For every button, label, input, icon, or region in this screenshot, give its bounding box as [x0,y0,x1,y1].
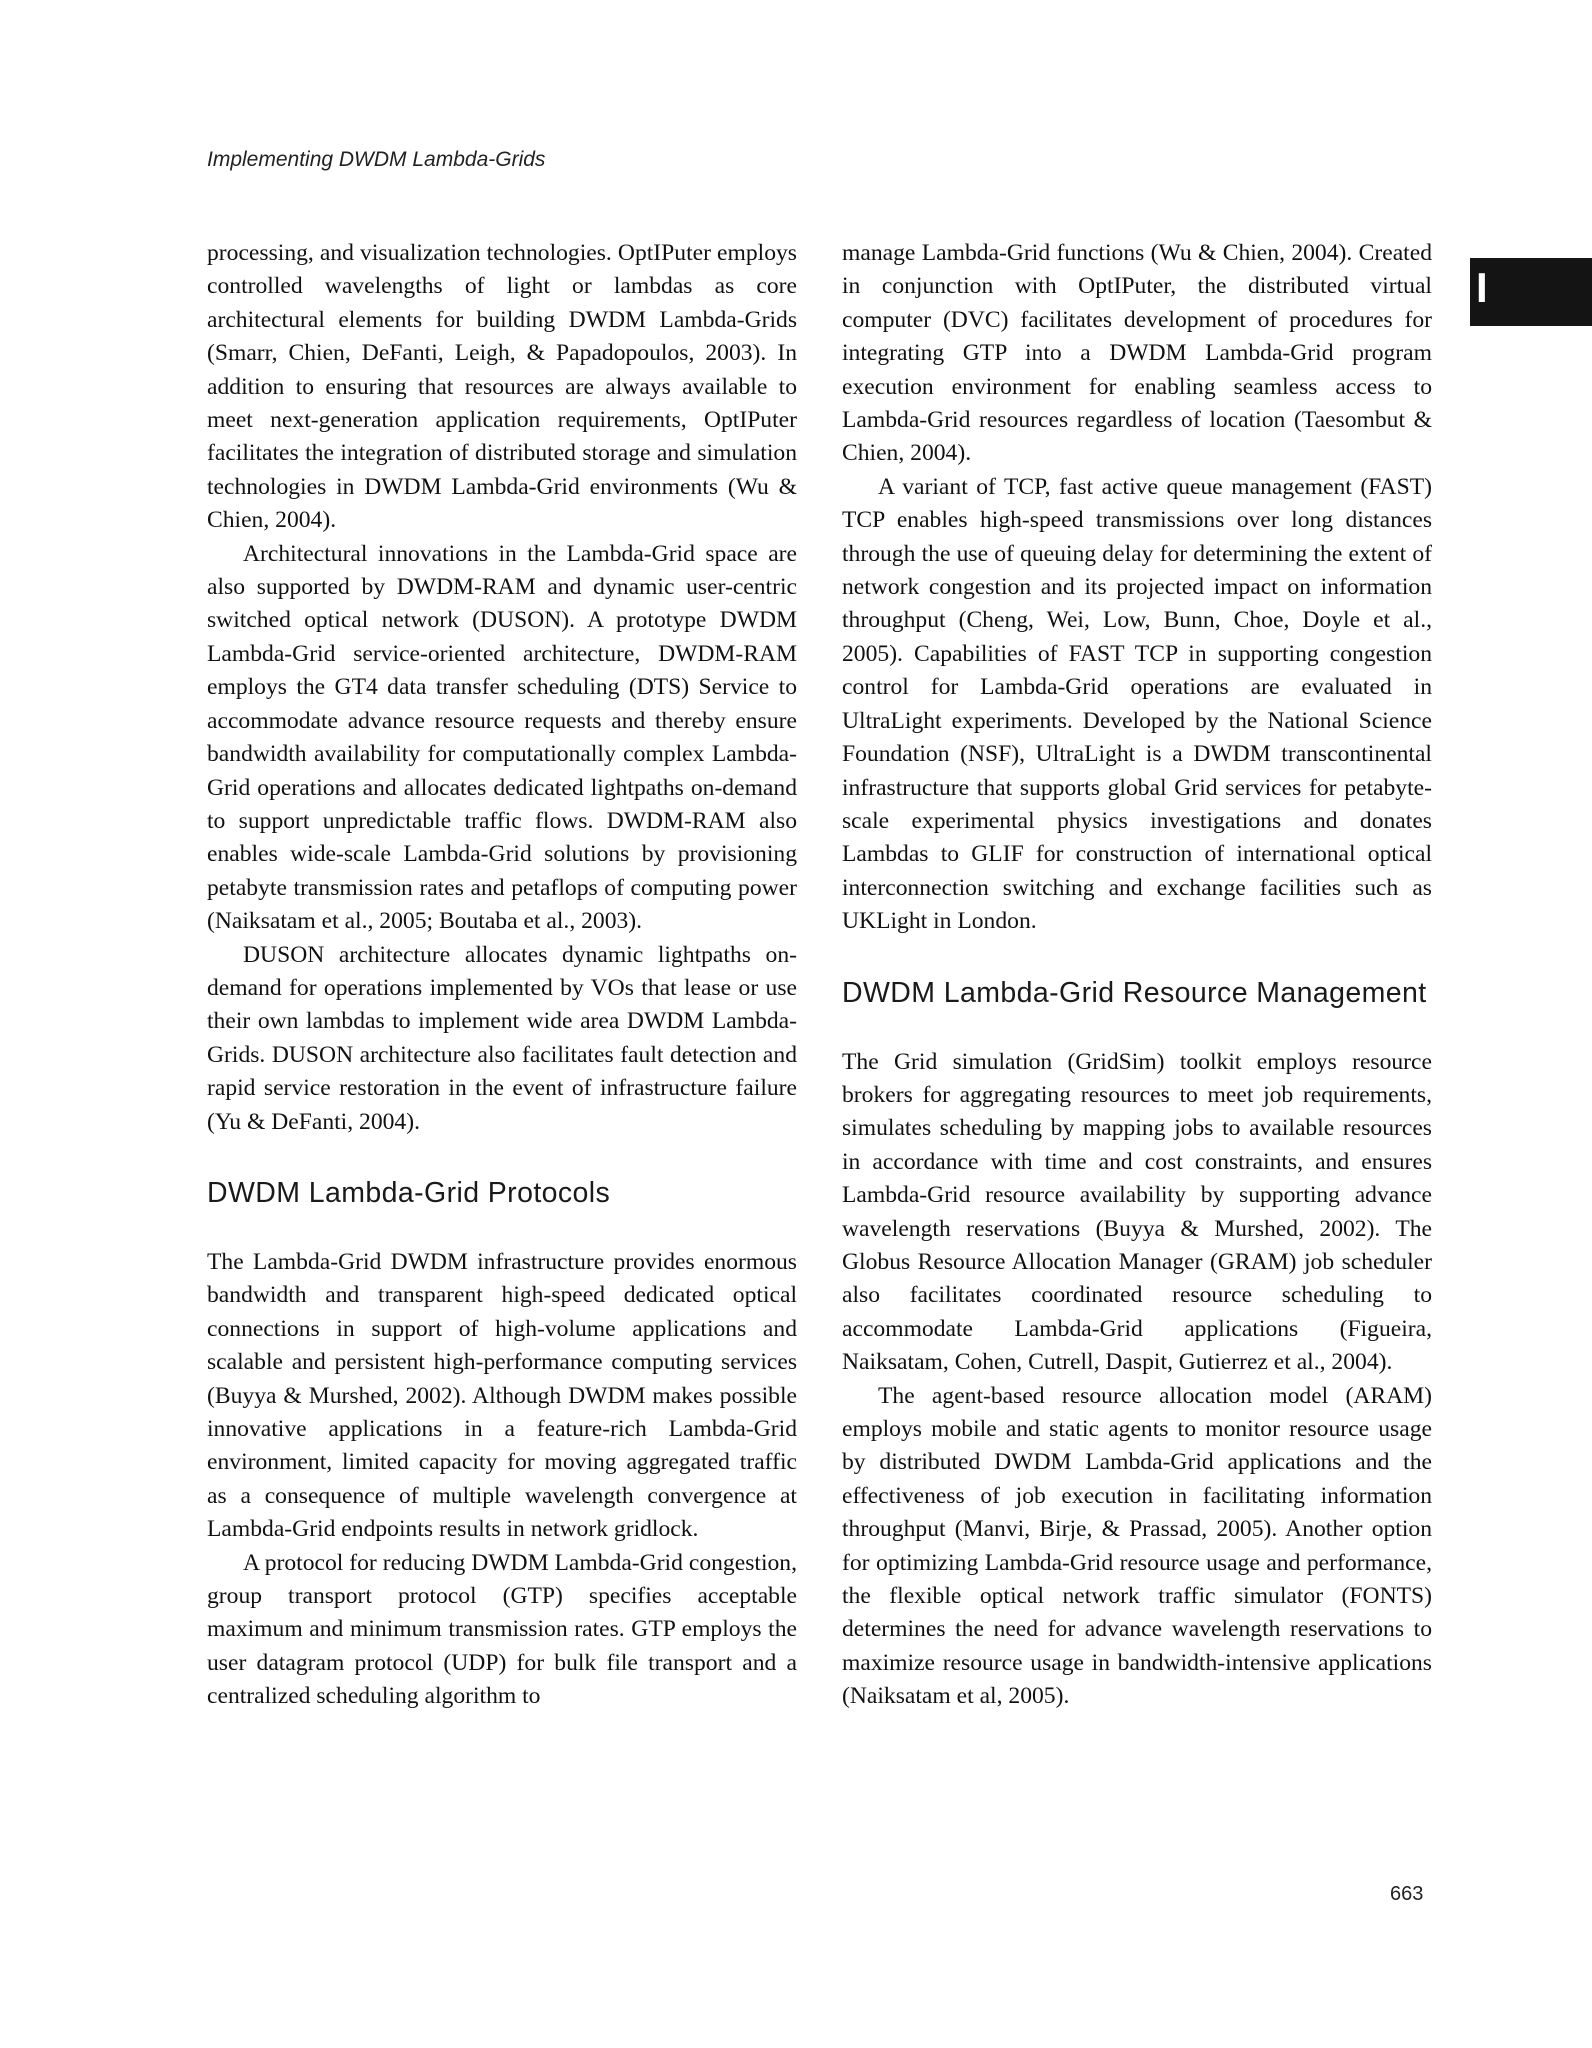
section-thumb-tab [1470,258,1592,326]
left-column [207,237,797,1714]
page-number: 663 [1390,1883,1424,1905]
right-column [842,237,1432,1714]
body-paragraph: DUSON architecture allocates dynamic lightpaths on-demand for operations implemented by VOs that lease or use their own lambdas to implement wide area DWDM Lambda-Grids. DUSON architecture also facilitates fault detection and rapid service restoration in the event of infrastructure failure (Yu & DeFanti, 2004). [207,941,797,1135]
running-head: Implementing DWDM Lambda-Grids [207,148,546,171]
body-paragraph: manage Lambda-Grid functions (Wu & Chien, 2004). Created in conjunction with OptIPuter, the distributed virtual computer (DVC) facilitates development of procedures for integrating GTP into a DWDM Lambda-Grid program execution environment for enabling seamless access to Lambda-Grid resources regardless of location (Taesombut & Chien, 2004). [842,240,1432,467]
body-paragraph: The Lambda-Grid DWDM infrastructure provides enormous bandwidth and transparent high-speed dedicated optical connections in support of high-volume applications and scalable and persistent high-performance computing services (Buyya & Murshed, 2002). Although DWDM makes possible innovative applications in a feature-rich Lambda-Grid environment, limited capacity for moving aggregated traffic as a consequence of multiple wavelength convergence at Lambda-Grid endpoints results in network gridlock. [207,1248,797,1543]
thumb-tab-letter: I [1476,264,1488,311]
body-paragraph: The agent-based resource allocation model (ARAM) employs mobile and static agents to monitor resource usage by distributed DWDM Lambda-Grid applications and the effectiveness of job execution in facilitating information throughput (Manvi, Birje, & Prassad, 2005). Another option for optimizing Lambda-Grid resource usage and performance, the flexible optical network traffic simulator (FONTS) determines the need for advance wavelength reservations to maximize resource usage in bandwidth-intensive applications (Naiksatam et al, 2005). [842,1382,1432,1710]
body-paragraph: The Grid simulation (GridSim) toolkit employs resource brokers for aggregating resources to meet job requirements, simulates scheduling by mapping jobs to available resources in accordance with time and cost constraints, and ensures Lambda-Grid resource availability by supporting advance wavelength reservations (Buyya & Murshed, 2002). The Globus Resource Allocation Manager (GRAM) job scheduler also facilitates coordinated resource scheduling to accommodate Lambda-Grid applications (Figueira, Naiksatam, Cohen, Cutrell, Daspit, Gutierrez et al., 2004). [842,1048,1432,1376]
body-paragraph: A variant of TCP, fast active queue management (FAST) TCP enables high-speed transmissions over long distances through the use of queuing delay for determining the extent of network congestion and its projected impact on information throughput (Cheng, Wei, Low, Bunn, Choe, Doyle et al., 2005). Capabilities of FAST TCP in supporting congestion control for Lambda-Grid operations are evaluated in UltraLight experiments. Developed by the National Science Foundation (NSF), UltraLight is a DWDM transcontinental infrastructure that supports global Grid services for petabyte-scale experimental physics investigations and donates Lambdas to GLIF for construction of international optical interconnection switching and exchange facilities such as UKLight in London. [842,473,1432,935]
section-heading-protocols: DWDM Lambda-Grid Protocols [207,1176,611,1209]
body-paragraph: processing, and visualization technologies. OptIPuter employs controlled wavelengths of light or lambdas as core architectural elements for building DWDM Lambda-Grids (Smarr, Chien, DeFanti, Leigh, & Papadopoulos, 2003). In addition to ensuring that resources are always available to meet next-generation application requirements, OptIPuter facilitates the integration of distributed storage and simulation technologies in DWDM Lambda-Grid environments (Wu & Chien, 2004). [207,240,797,534]
section-heading-resource-management: DWDM Lambda-Grid Resource Management [842,976,1427,1009]
body-paragraph: A protocol for reducing DWDM Lambda-Grid congestion, group transport protocol (GTP) specifies acceptable maximum and minimum transmission rates. GTP employs the user datagram protocol (UDP) for bulk file transport and a centralized scheduling algorithm to [207,1549,797,1710]
body-paragraph: Architectural innovations in the Lambda-Grid space are also supported by DWDM-RAM and dynamic user-centric switched optical network (DUSON). A prototype DWDM Lambda-Grid service-oriented architecture, DWDM-RAM employs the GT4 data transfer scheduling (DTS) Service to accommodate advance resource requests and thereby ensure bandwidth availability for computationally complex Lambda-Grid operations and allocates dedicated lightpaths on-demand to support unpredictable traffic flows. DWDM-RAM also enables wide-scale Lambda-Grid solutions by provisioning petabyte transmission rates and petaflops of computing power (Naiksatam et al., 2005; Boutaba et al., 2003). [207,540,797,935]
